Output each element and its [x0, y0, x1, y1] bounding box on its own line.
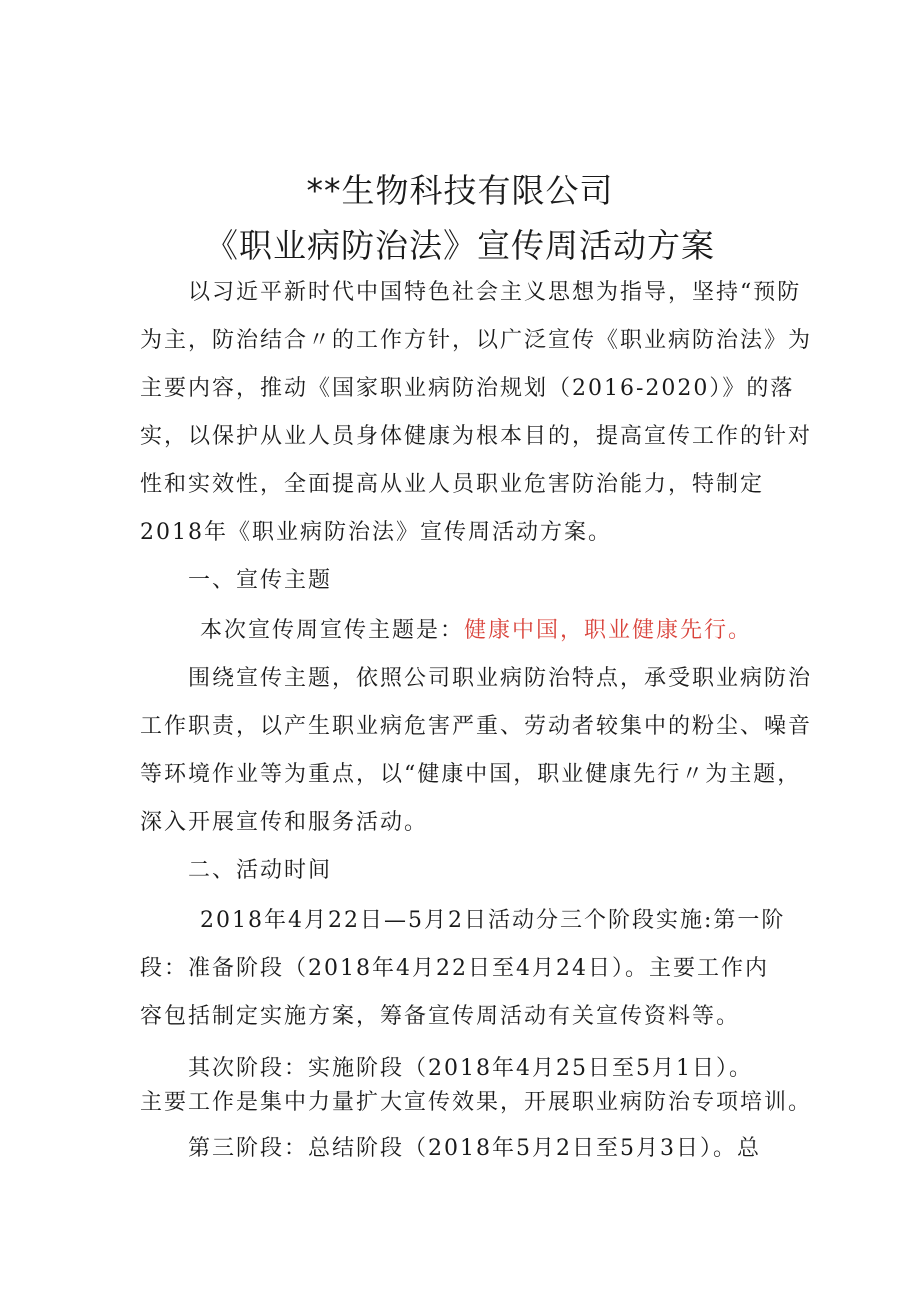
time-line: 段：准备阶段（2018年4月22日至4月24日）。主要工作内 — [140, 956, 769, 981]
section-heading-time: 二、活动时间 — [188, 858, 333, 883]
time-line: 容包括制定实施方案，筹备宣传周活动有关宣传资料等。 — [140, 1004, 741, 1029]
theme-line: 工作职责，以产生职业病危害严重、劳动者较集中的粉尘、噪音 — [140, 714, 813, 739]
intro-line: 2018年《职业病防治法》宣传周活动方案。 — [140, 520, 612, 545]
phase3-line: 第三阶段：总结阶段（2018年5月2日至5月3日）。总 — [188, 1136, 761, 1161]
phase2-line: 其次阶段：实施阶段（2018年4月25日至5月1日）。 — [188, 1056, 753, 1081]
intro-line: 主要内容，推动《国家职业病防治规划（2016-2020）》的落 — [140, 376, 795, 401]
intro-line: 以习近平新时代中国特色社会主义思想为指导，坚持“预防 — [188, 280, 802, 305]
theme-prefix: 本次宣传周宣传主题是： — [200, 618, 465, 643]
theme-statement — [200, 616, 752, 646]
theme-line: 围绕宣传主题，依照公司职业病防治特点，承受职业病防治 — [188, 666, 813, 691]
company-title: **生物科技有限公司 — [306, 171, 614, 210]
intro-line: 为主，防治结合〃的工作方针，以广泛宣传《职业病防治法》为 — [140, 328, 813, 353]
phase2-line: 主要工作是集中力量扩大宣传效果，开展职业病防治专项培训。 — [140, 1090, 813, 1115]
intro-line: 性和实效性，全面提高从业人员职业危害防治能力，特制定 — [140, 472, 765, 497]
intro-line: 实，以保护从业人员身体健康为根本目的，提高宣传工作的针对 — [140, 424, 813, 449]
theme-line: 深入开展宣传和服务活动。 — [140, 810, 429, 835]
theme-highlight: 健康中国，职业健康先行。 — [464, 618, 753, 643]
time-line: 2018年4月22日—5月2日活动分三个阶段实施:第一阶 — [200, 908, 786, 933]
document-title: 《职业病防治法》宣传周活动方案 — [205, 226, 715, 265]
section-heading-theme: 一、宣传主题 — [188, 568, 333, 593]
theme-line: 等环境作业等为重点，以“健康中国，职业健康先行〃为主题， — [140, 762, 802, 787]
